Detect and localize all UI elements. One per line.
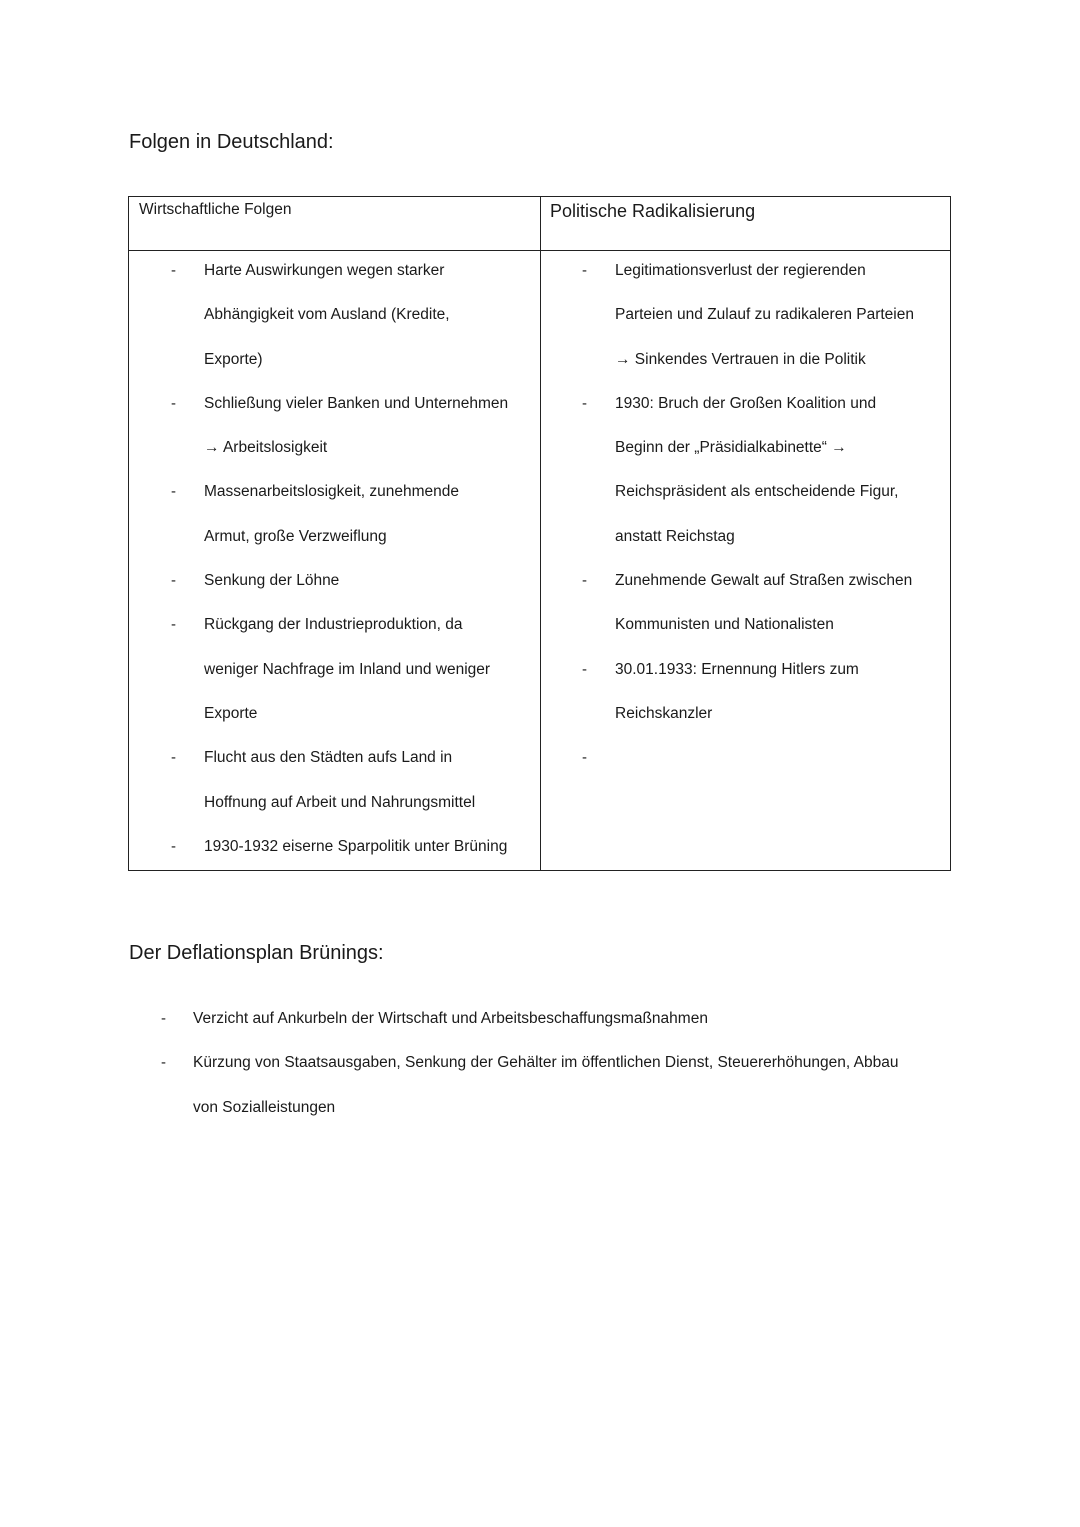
political-radicalization-list	[541, 249, 951, 781]
bullet-dash: -	[171, 616, 176, 634]
political-radicalization-header: Politische Radikalisierung	[550, 201, 756, 221]
list-item	[129, 559, 540, 603]
list-item	[129, 825, 540, 869]
list-item-text: Massenarbeitslosigkeit, zunehmende Armut, große Verzweiflung	[204, 483, 460, 545]
list-item-empty	[541, 736, 951, 780]
bullet-dash: -	[582, 262, 587, 279]
folgen-heading: Folgen in Deutschland:	[129, 131, 334, 153]
list-item-text: 1930: Bruch der Großen Koalition und Beginn der „Präsidialkabinette“ → Reichspräsident als entscheidende Figur, anstatt Reichstag	[615, 394, 899, 545]
list-item	[541, 382, 951, 559]
list-item-text: Kürzung von Staatsausgaben, Senkung der Gehälter im öffentlichen Dienst, Steuererhöhungen, Abbau von Sozialleistungen	[193, 1054, 899, 1116]
list-item	[541, 559, 951, 648]
economic-consequences-list	[129, 249, 540, 869]
list-item-text: Legitimationsverlust der regierenden Parteien und Zulauf zu radikaleren Parteien → Sinkendes Vertrauen in die Politik	[615, 262, 914, 368]
list-item	[541, 249, 951, 382]
list-item	[129, 1041, 959, 1130]
bullet-dash: -	[171, 394, 176, 412]
list-item-text: Flucht aus den Städten aufs Land in Hoffnung auf Arbeit und Nahrungsmittel	[204, 749, 476, 811]
list-item	[129, 736, 540, 825]
bullet-dash: -	[161, 1010, 166, 1027]
bullet-dash: -	[161, 1054, 166, 1072]
bullet-dash: -	[582, 749, 587, 767]
list-item	[129, 603, 540, 736]
deflation-plan-heading: Der Deflationsplan Brünings:	[129, 942, 384, 964]
list-item-text: Harte Auswirkungen wegen starker Abhängigkeit vom Ausland (Kredite, Exporte)	[204, 262, 450, 368]
list-item-text: Verzicht auf Ankurbeln der Wirtschaft und Arbeitsbeschaffungsmaßnahmen	[193, 1010, 708, 1027]
list-item	[129, 382, 540, 471]
list-item	[129, 470, 540, 559]
list-item-text: Rückgang der Industrieproduktion, da weniger Nachfrage im Inland und weniger Exporte	[204, 616, 491, 722]
list-item-text: Senkung der Löhne	[204, 572, 340, 590]
bullet-dash: -	[582, 660, 587, 678]
deflation-plan-list	[129, 997, 959, 1130]
list-item-text: Schließung vieler Banken und Unternehmen → Arbeitslosigkeit	[204, 394, 509, 457]
list-item-text: 1930-1932 eiserne Sparpolitik unter Brüning	[204, 837, 508, 855]
bullet-dash: -	[171, 572, 176, 590]
bullet-dash: -	[171, 483, 176, 501]
bullet-dash: -	[582, 394, 587, 412]
bullet-dash: -	[582, 572, 587, 590]
list-item	[541, 648, 951, 737]
bullet-dash: -	[171, 837, 176, 855]
list-item-text: 30.01.1933: Ernennung Hitlers zum Reichskanzler	[615, 660, 859, 722]
list-item-text: Zunehmende Gewalt auf Straßen zwischen Kommunisten und Nationalisten	[615, 572, 913, 634]
bullet-dash: -	[171, 262, 176, 279]
bullet-dash: -	[171, 749, 176, 767]
list-item	[129, 249, 540, 382]
consequences-table	[128, 196, 951, 871]
economic-consequences-header: Wirtschaftliche Folgen	[139, 201, 292, 218]
list-item	[129, 997, 959, 1041]
